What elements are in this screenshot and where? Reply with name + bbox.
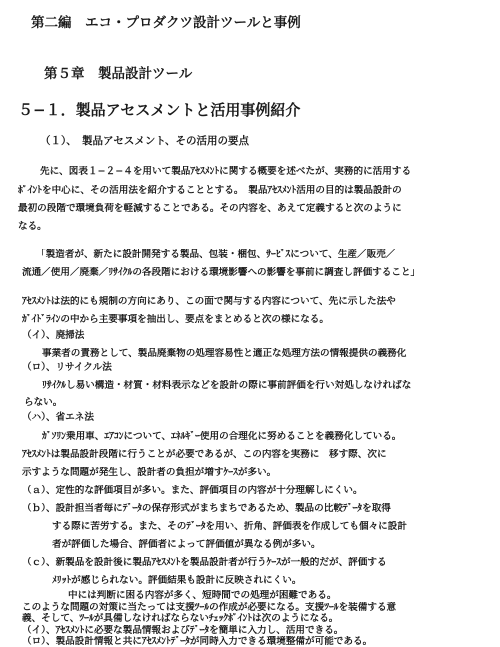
problem-line: （ｃ）、新製品を設計後に製品ｱｾｽﾒﾝﾄを製品設計者が行うｹｰｽが一般的だが、評価する — [22, 557, 387, 568]
body-line: 義、そして、ﾂｰﾙが具備しなければならないﾁｪｯｸﾎﾟｲﾝﾄは次のようになる。 — [22, 613, 339, 624]
problem-line: （ｂ）、設計担当者毎にﾃﾞｰﾀの保存形式がまちまちであるため、製品の比較ﾃﾞｰﾀを取得 — [22, 503, 391, 514]
body-line: ｱｾｽﾒﾝﾄは製品設計段階に行うことが必要であるが、この内容を実務に 移す際、次に — [22, 449, 387, 460]
body-line: ｶﾞｲﾄﾞﾗｲﾝの中から主要事項を抽出し、要点をまとめると次の様になる。 — [22, 314, 329, 325]
problem-line: する際に苦労する。また、そのﾃﾞｰﾀを用い、折角、評価表を作成しても個々に設計 — [52, 521, 407, 532]
item-heading-ro: （ロ）、リサイクル法 — [22, 362, 112, 373]
intro-line: ﾎﾟｲﾝﾄを中心に、その活用法を紹介することとする。 製品ｱｾｽﾒﾝﾄ活用の目的は製品設計の — [18, 185, 402, 196]
body-line: ｶﾞｿﾘﾝ乗用車、ｴｱｺﾝについて、ｴﾈﾙｷﾞｰ使用の合理化に努めることを義務化している。 — [42, 431, 402, 442]
body-line: ｱｾｽﾒﾝﾄは法的にも規制の方向にあり、この面で関与する内容について、先に示した法や — [22, 296, 396, 307]
checkpoint-line: （イ）、ｱｾｽﾒﾝﾄに必要な製品情報およびﾃﾞｰﾀを簡単に入力し、活用できる。 — [22, 624, 344, 636]
checkpoint-line: （ロ）、製品設計情報と共にｱｾｽﾒﾝﾄﾃﾞｰﾀが同時入力できる環境整備が可能である。 — [22, 636, 373, 647]
body-line: ﾘｻｲｸﾙし易い構造・材質・材料表示などを設計の際に事前評価を行い対処しなければな — [42, 380, 412, 391]
intro-line: 最初の段階で環境負荷を軽減することである。その内容を、あえて定義すると次のように — [18, 203, 402, 214]
intro-line: なる。 — [18, 221, 47, 232]
body-line: このような問題の対策に当たっては支援ﾂｰﾙの作成が必要になる。支援ﾂｰﾙを装備する意 — [22, 601, 397, 613]
subsection-heading: （１）、 製品アセスメント、その活用の要点 — [40, 135, 249, 147]
section-heading: ５−１．製品アセスメントと活用事例紹介 — [18, 101, 301, 119]
body-line: らない。 — [24, 397, 63, 408]
problem-line: （ａ）、定性的な評価項目が多い。また、評価項目の内容が十分理解しにくい。 — [22, 485, 363, 496]
body-line: 示すような問題が発生し、設計者の負担が増すｹｰｽが多い。 — [22, 467, 277, 478]
part-heading: 第二編 エコ・プロダクツ設計ツールと事例 — [31, 15, 301, 31]
definition-line: 流通／使用／廃棄／ﾘｻｲｸﾙの各段階における環境影響への影響を事前に調査し評価すること」 — [22, 267, 421, 278]
problem-line: ﾒﾘｯﾄが感じられない。評価結果も設計に反映されにくい。 — [52, 575, 302, 586]
body-line: 事業者の責務として、製品廃棄物の処理容易性と適正な処理方法の情報提供の義務化 — [42, 348, 407, 359]
intro-line: 先に、図表１−２−４を用いて製品ｱｾｽﾒﾝﾄに関する概要を述べたが、実務的に活用する — [40, 166, 412, 177]
problem-line: 者が評価した場合、評価者によって評価値が異なる例が多い。 — [52, 539, 321, 550]
body-line: 中には判断に困る内容が多く、短時間での処理が困難である。 — [68, 590, 337, 601]
item-heading-i: （イ）、廃掃法 — [22, 330, 85, 341]
chapter-heading: 第５章 製品設計ツール — [44, 66, 193, 82]
item-heading-ha: （ハ）、省エネ法 — [22, 412, 94, 423]
definition-line: 「製造者が、新たに設計開発する製品、包装・梱包、ｻｰﾋﾞｽについて、生産／販売／ — [36, 249, 396, 260]
